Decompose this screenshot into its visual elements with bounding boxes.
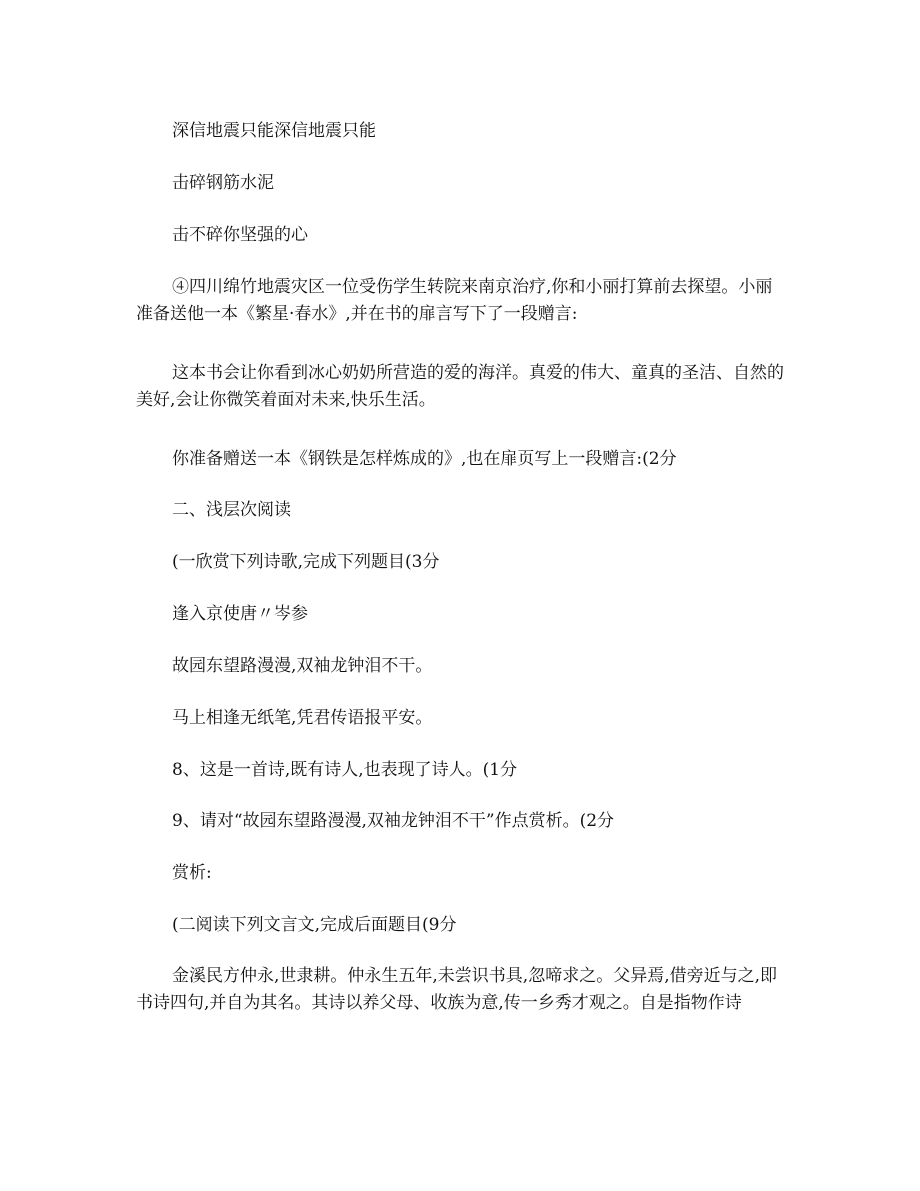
poem-verse-2: 马上相逢无纸笔,凭君传语报平安。	[172, 708, 433, 728]
analysis-label: 赏析:	[172, 863, 212, 883]
poem-line-1: 深信地震只能深信地震只能	[172, 121, 376, 141]
poem-line-2: 击碎钢筋水泥	[172, 173, 274, 193]
poem-line-3: 击不碎你坚强的心	[172, 225, 308, 245]
poem-title: 逢入京使唐〃岑参	[172, 604, 308, 624]
question-4-paragraph: ④四川绵竹地震灾区一位受伤学生转院来南京治疗,你和小丽打算前去探望。小丽准备送他一本《繁星·春水》,并在书的扉言写下了一段赠言:	[136, 277, 773, 324]
question-9: 9、请对“故园东望路漫漫,双袖龙钟泪不干”作点赏析。(2分	[172, 811, 615, 831]
subsection-classical-heading: (二阅读下列文言文,完成后面题目(9分	[172, 915, 457, 935]
classical-text-paragraph: 金溪民方仲永,世隶耕。仲永生五年,未尝识书具,忽啼求之。父异焉,借旁近与之,即书诗四句,并自为其名。其诗以养父母、收族为意,传一乡秀才观之。自是指物作诗	[136, 966, 778, 1013]
section-heading-reading: 二、浅层次阅读	[172, 500, 291, 520]
gift-message-paragraph: 这本书会让你看到冰心奶奶所营造的爱的海洋。真爱的伟大、童真的圣洁、自然的美好,会让你微笑着面对未来,快乐生活。	[136, 363, 784, 410]
question-8: 8、这是一首诗,既有诗人,也表现了诗人。(1分	[172, 760, 518, 780]
poem-verse-1: 故园东望路漫漫,双袖龙钟泪不干。	[172, 656, 433, 676]
task-instruction: 你准备赠送一本《钢铁是怎样炼成的》,也在扉页写上一段赠言:(2分	[172, 449, 677, 469]
subsection-poem-heading: (一欣赏下列诗歌,完成下列题目(3分	[172, 552, 440, 572]
